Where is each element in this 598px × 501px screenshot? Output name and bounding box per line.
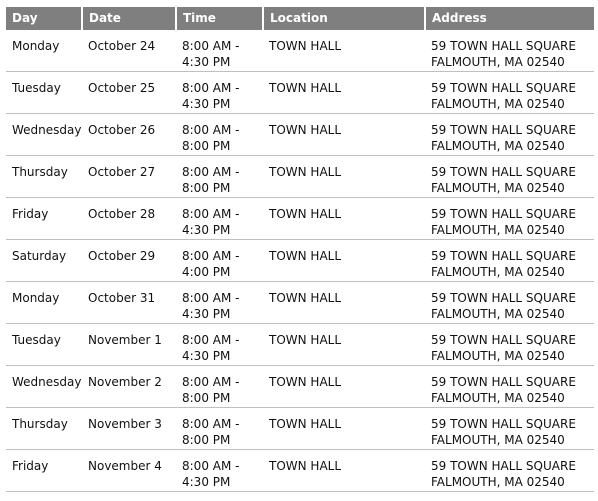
column-header-time: Time — [176, 7, 263, 30]
time-start: 8:00 AM - — [182, 165, 240, 179]
address-cell — [425, 240, 594, 282]
time-cell — [176, 408, 263, 450]
date-cell: October 26 — [82, 114, 176, 156]
location-cell: TOWN HALL — [263, 198, 425, 240]
table-row — [6, 156, 594, 198]
address-cell — [425, 450, 594, 492]
address-cell — [425, 198, 594, 240]
table-row — [6, 114, 594, 156]
time-cell — [176, 282, 263, 324]
column-header-address: Address — [425, 7, 594, 30]
address-line-1: 59 TOWN HALL SQUARE — [431, 39, 576, 53]
date-cell: October 29 — [82, 240, 176, 282]
time-start: 8:00 AM - — [182, 81, 240, 95]
location-cell: TOWN HALL — [263, 450, 425, 492]
day-cell: Tuesday — [6, 324, 82, 366]
time-start: 8:00 AM - — [182, 123, 240, 137]
time-cell — [176, 450, 263, 492]
day-cell: Wednesday — [6, 114, 82, 156]
address-cell — [425, 156, 594, 198]
time-end: 4:30 PM — [182, 475, 231, 489]
address-cell — [425, 366, 594, 408]
column-header-date: Date — [82, 7, 176, 30]
address-cell — [425, 324, 594, 366]
address-cell — [425, 30, 594, 72]
address-line-2: FALMOUTH, MA 02540 — [431, 475, 565, 489]
time-end: 8:00 PM — [182, 181, 231, 195]
time-cell — [176, 198, 263, 240]
location-cell: TOWN HALL — [263, 408, 425, 450]
address-line-1: 59 TOWN HALL SQUARE — [431, 123, 576, 137]
date-cell: October 28 — [82, 198, 176, 240]
location-cell: TOWN HALL — [263, 114, 425, 156]
table-row — [6, 366, 594, 408]
day-cell: Thursday — [6, 408, 82, 450]
table-row — [6, 324, 594, 366]
address-line-1: 59 TOWN HALL SQUARE — [431, 165, 576, 179]
time-cell — [176, 366, 263, 408]
time-end: 4:30 PM — [182, 97, 231, 111]
date-cell: November 2 — [82, 366, 176, 408]
day-cell: Friday — [6, 450, 82, 492]
day-cell: Monday — [6, 282, 82, 324]
time-cell — [176, 72, 263, 114]
table-row — [6, 198, 594, 240]
cropped-text-strip — [0, 0, 598, 7]
time-start: 8:00 AM - — [182, 459, 240, 473]
day-cell: Wednesday — [6, 366, 82, 408]
time-end: 4:30 PM — [182, 307, 231, 321]
time-start: 8:00 AM - — [182, 207, 240, 221]
time-end: 8:00 PM — [182, 391, 231, 405]
location-cell: TOWN HALL — [263, 366, 425, 408]
day-cell: Saturday — [6, 240, 82, 282]
location-cell: TOWN HALL — [263, 240, 425, 282]
time-start: 8:00 AM - — [182, 291, 240, 305]
time-end: 8:00 PM — [182, 433, 231, 447]
address-line-1: 59 TOWN HALL SQUARE — [431, 81, 576, 95]
table-row — [6, 72, 594, 114]
address-line-2: FALMOUTH, MA 02540 — [431, 433, 565, 447]
address-cell — [425, 114, 594, 156]
table-row — [6, 450, 594, 492]
address-line-2: FALMOUTH, MA 02540 — [431, 265, 565, 279]
header-row — [6, 7, 594, 30]
location-cell: TOWN HALL — [263, 282, 425, 324]
day-cell: Friday — [6, 198, 82, 240]
time-end: 4:00 PM — [182, 265, 231, 279]
time-cell — [176, 30, 263, 72]
address-line-1: 59 TOWN HALL SQUARE — [431, 249, 576, 263]
table-row — [6, 240, 594, 282]
address-line-1: 59 TOWN HALL SQUARE — [431, 417, 576, 431]
table-row — [6, 282, 594, 324]
date-cell: October 25 — [82, 72, 176, 114]
address-cell — [425, 282, 594, 324]
address-line-1: 59 TOWN HALL SQUARE — [431, 459, 576, 473]
time-start: 8:00 AM - — [182, 417, 240, 431]
address-line-1: 59 TOWN HALL SQUARE — [431, 207, 576, 221]
date-cell: November 3 — [82, 408, 176, 450]
location-cell: TOWN HALL — [263, 324, 425, 366]
column-header-location: Location — [263, 7, 425, 30]
address-line-1: 59 TOWN HALL SQUARE — [431, 291, 576, 305]
column-header-day: Day — [6, 7, 82, 30]
table-header — [6, 7, 594, 30]
address-cell — [425, 72, 594, 114]
time-end: 4:30 PM — [182, 223, 231, 237]
location-cell: TOWN HALL — [263, 30, 425, 72]
time-end: 4:30 PM — [182, 349, 231, 363]
table-body — [6, 30, 594, 492]
date-cell: October 24 — [82, 30, 176, 72]
date-cell: November 1 — [82, 324, 176, 366]
location-cell: TOWN HALL — [263, 156, 425, 198]
date-cell: October 31 — [82, 282, 176, 324]
time-end: 4:30 PM — [182, 55, 231, 69]
time-start: 8:00 AM - — [182, 375, 240, 389]
time-start: 8:00 AM - — [182, 249, 240, 263]
address-line-2: FALMOUTH, MA 02540 — [431, 307, 565, 321]
address-line-1: 59 TOWN HALL SQUARE — [431, 375, 576, 389]
address-line-2: FALMOUTH, MA 02540 — [431, 97, 565, 111]
time-end: 8:00 PM — [182, 139, 231, 153]
table-row — [6, 30, 594, 72]
day-cell: Tuesday — [6, 72, 82, 114]
address-line-2: FALMOUTH, MA 02540 — [431, 181, 565, 195]
time-cell — [176, 324, 263, 366]
table-row — [6, 408, 594, 450]
location-cell: TOWN HALL — [263, 72, 425, 114]
address-cell — [425, 408, 594, 450]
date-cell: October 27 — [82, 156, 176, 198]
time-cell — [176, 156, 263, 198]
time-start: 8:00 AM - — [182, 333, 240, 347]
address-line-2: FALMOUTH, MA 02540 — [431, 55, 565, 69]
address-line-2: FALMOUTH, MA 02540 — [431, 139, 565, 153]
time-cell — [176, 240, 263, 282]
time-start: 8:00 AM - — [182, 39, 240, 53]
address-line-2: FALMOUTH, MA 02540 — [431, 223, 565, 237]
address-line-1: 59 TOWN HALL SQUARE — [431, 333, 576, 347]
address-line-2: FALMOUTH, MA 02540 — [431, 391, 565, 405]
voting-schedule-table — [6, 7, 594, 492]
time-cell — [176, 114, 263, 156]
address-line-2: FALMOUTH, MA 02540 — [431, 349, 565, 363]
date-cell: November 4 — [82, 450, 176, 492]
day-cell: Monday — [6, 30, 82, 72]
day-cell: Thursday — [6, 156, 82, 198]
